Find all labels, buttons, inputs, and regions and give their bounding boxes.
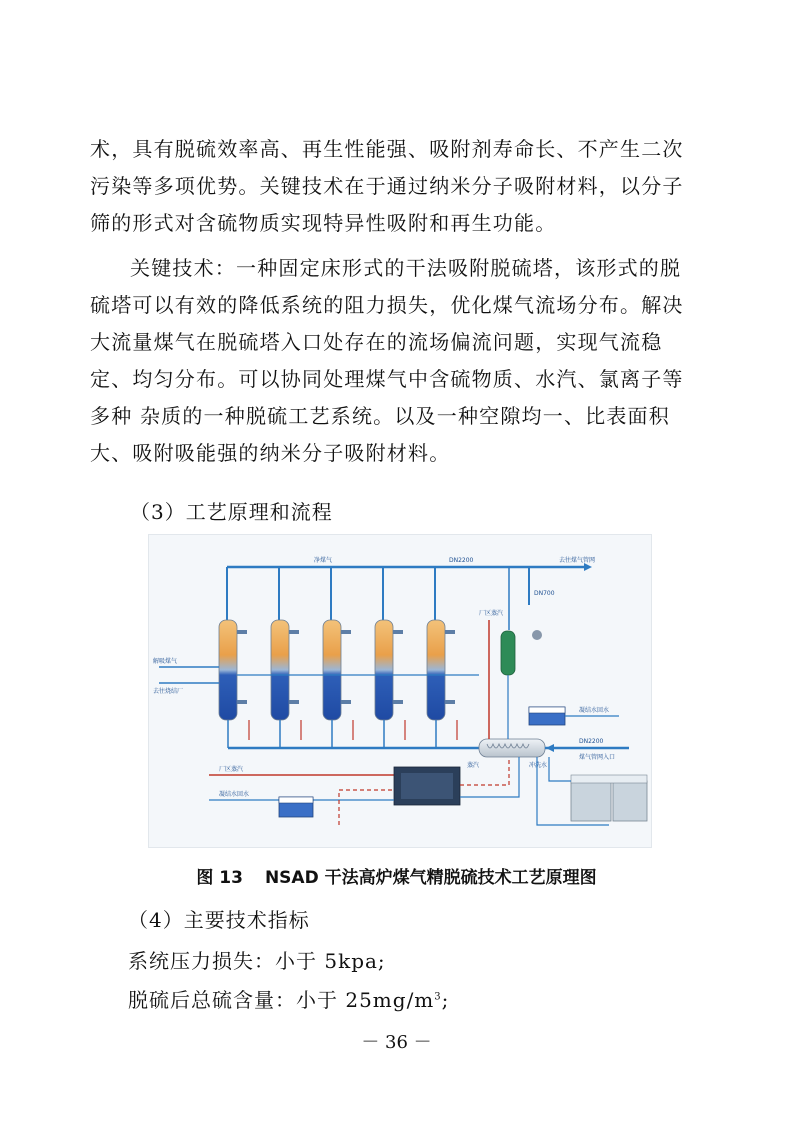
label-factory-steam-top: 厂区蒸汽 xyxy=(479,610,504,617)
indicator-sulfur-text: 脱硫后总硫含量：小于 25mg/m xyxy=(128,988,435,1012)
pump-icon xyxy=(532,630,542,640)
process-flow-svg xyxy=(149,535,651,847)
label-regen-gas: 解吸煤气 xyxy=(153,658,178,665)
page-number: － 36 － xyxy=(361,1032,432,1053)
adsorption-tower-1 xyxy=(219,620,237,720)
label-dn2200-bottom: DN2200 xyxy=(579,738,604,745)
indicator-sulfur-tail: ; xyxy=(441,988,450,1012)
adsorption-tower-5 xyxy=(427,620,445,720)
section-heading-indicators: （4）主要技术指标 xyxy=(128,908,310,932)
indicator-sulfur-content xyxy=(128,984,449,1013)
adsorption-tower-3 xyxy=(323,620,341,720)
figure-title: NSAD 干法高炉煤气精脱硫技术工艺原理图 xyxy=(264,868,597,888)
label-to-network: 去往煤气管网 xyxy=(559,557,596,564)
separator-vessel xyxy=(501,631,515,675)
label-steam: 蒸汽 xyxy=(467,762,480,769)
label-cooling-water: 冲洗水 xyxy=(529,762,548,769)
label-to-water-tank: 凝结水回水 xyxy=(579,707,610,714)
label-condensate-return: 凝结水回水 xyxy=(219,791,250,798)
indicator-pressure-loss: 系统压力损失：小于 5kpa; xyxy=(128,949,386,973)
label-to-sintering: 去往烧结厂 xyxy=(153,688,184,695)
paragraph-key-technology: 关键技术：一种固定床形式的干法吸附脱硫塔，该形式的脱硫塔可以有效的降低系统的阻力损失，优化煤气流场分布。解决大流量煤气在脱硫塔入口处存在的流场偏流问题，实现气流稳定、均匀分布。可以协同处理煤气中含硫物质、水汽、氯离子等多种 杂质的一种脱硫工艺系统。以及一种空隙均一、比表面积大、吸附吸能强的纳米分子吸附材料。 xyxy=(90,256,684,465)
adsorption-tower-4 xyxy=(375,620,393,720)
paragraph-advantages: 术，具有脱硫效率高、再生性能强、吸附剂寿命长、不产生二次污染等多项优势。关键技术在于通过纳米分子吸附材料，以分子筛的形式对含硫物质实现特异性吸附和再生功能。 xyxy=(90,137,684,235)
label-gas-inlet: 煤气管网入口 xyxy=(579,754,616,761)
figure-number: 图 13 xyxy=(196,868,243,888)
cooling-tower-1 xyxy=(571,781,611,821)
label-clean-gas: 净煤气 xyxy=(314,557,333,564)
heat-exchanger xyxy=(479,739,545,757)
label-factory-steam-bottom: 厂区蒸汽 xyxy=(219,766,244,773)
label-dn2200-top: DN2200 xyxy=(449,557,474,564)
section-heading-process: （3）工艺原理和流程 xyxy=(130,500,333,524)
label-dn700: DN700 xyxy=(534,590,555,597)
adsorption-tower-2 xyxy=(271,620,289,720)
figure-caption xyxy=(0,863,793,888)
cooling-tower-2 xyxy=(613,781,647,821)
process-flow-diagram xyxy=(148,534,652,848)
indicator-sulfur-superscript: 3 xyxy=(434,991,442,1003)
